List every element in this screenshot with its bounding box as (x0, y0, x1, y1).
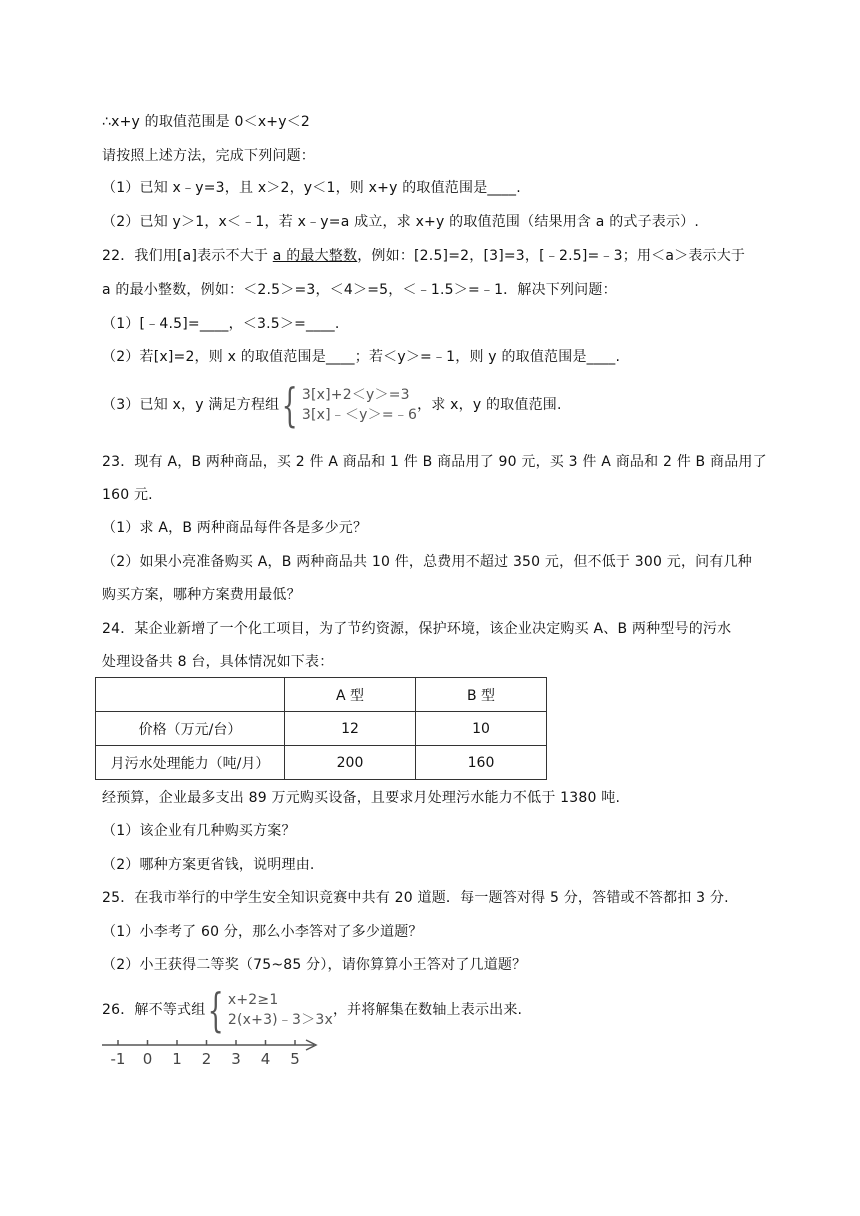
text-line: 处理设备共 8 台，具体情况如下表： (102, 654, 334, 670)
text-line: ∴x+y 的取值范围是 0＜x+y＜2 (102, 114, 311, 130)
text-span: 22．我们用[a]表示不大于 (102, 248, 273, 264)
text-span: ，求 x，y 的取值范围. (417, 397, 562, 413)
table-row (96, 678, 547, 712)
number-line-tick-label: 1 (172, 1050, 182, 1068)
text-span: ，例如：[2.5]=2，[3]=3，[﹣2.5]=﹣3；用＜a＞表示大于 (357, 248, 746, 264)
table-cell (96, 678, 285, 712)
text-line: 24．某企业新增了一个化工项目，为了节约资源，保护环境，该企业决定购买 A、B 两种型号的污水 (102, 621, 732, 637)
text-line: （2）若[x]=2，则 x 的取值范围是____；若＜y＞=﹣1，则 y 的取值范围是____. (102, 349, 621, 365)
table-cell: 200 (285, 746, 416, 780)
brace-glyph: { (282, 378, 299, 432)
inequality-system (205, 983, 333, 1037)
table-row (96, 712, 547, 746)
number-line-tick-label: 5 (290, 1050, 300, 1068)
text-line: （2）已知 y＞1，x＜﹣1，若 x﹣y=a 成立，求 x+y 的取值范围（结果用含 a 的式子表示）. (102, 214, 700, 230)
equation-system (279, 378, 418, 432)
text-span: （3）已知 x，y 满足方程组 (102, 397, 280, 413)
text-line: （1）小李考了 60 分，那么小李答对了多少道题？ (102, 924, 423, 940)
text-line: 购买方案，哪种方案费用最低？ (102, 587, 301, 603)
inequality-line: x+2≥1 (227, 992, 279, 1008)
text-line: （2）小王获得二等奖（75~85 分），请你算算小王答对了几道题？ (102, 957, 527, 973)
number-line-tick-label: -1 (110, 1050, 126, 1068)
text-line: 请按照上述方法，完成下列问题： (102, 148, 315, 164)
text-line: 160 元. (102, 487, 153, 503)
number-line-tick-label: 0 (142, 1050, 153, 1068)
text-line: 25．在我市举行的中学生安全知识竞赛中共有 20 道题．每一题答对得 5 分，答错或不答都扣 3 分. (102, 890, 729, 906)
equation-line: 3[x]﹣＜y＞=﹣6 (301, 407, 418, 423)
number-line (100, 1036, 330, 1072)
table-cell: 10 (416, 712, 547, 746)
underlined-text: a 的最大整数 (272, 248, 358, 264)
table-cell: 价格（万元/台） (96, 712, 285, 746)
table-row (96, 746, 547, 780)
table-header-cell: B 型 (416, 678, 547, 712)
text-line: 经预算，企业最多支出 89 万元购买设备，且要求月处理污水能力不低于 1380 吨. (102, 790, 621, 806)
number-line-tick-label: 3 (231, 1050, 241, 1068)
text-line: （1）[﹣4.5]=____，＜3.5＞=____. (102, 316, 340, 332)
number-line-tick-label: 4 (260, 1050, 271, 1068)
table-cell: 160 (416, 746, 547, 780)
text-line: （1）该企业有几种购买方案？ (102, 823, 296, 839)
equation-line: 3[x]+2＜y＞=3 (301, 387, 410, 403)
number-line-tick-label: 2 (201, 1050, 212, 1068)
table-cell: 12 (285, 712, 416, 746)
text-line: 23．现有 A，B 两种商品，买 2 件 A 商品和 1 件 B 商品用了 90 元，买 3 件 A 商品和 2 件 B 商品用了 (102, 454, 767, 470)
table-header-cell: A 型 (285, 678, 416, 712)
text-line: （1）求 A，B 两种商品每件各是多少元？ (102, 520, 368, 536)
text-line: （2）如果小亮准备购买 A，B 两种商品共 10 件，总费用不超过 350 元，但不低于 300 元，问有几种 (102, 554, 752, 570)
text-span: ，并将解集在数轴上表示出来. (332, 1002, 523, 1018)
text-line: （2）哪种方案更省钱，说明理由. (102, 857, 315, 873)
problem-26 (102, 985, 522, 1035)
text-line: （1）已知 x﹣y=3，且 x＞2，y＜1，则 x+y 的取值范围是____. (102, 180, 521, 196)
table-cell: 月污水处理能力（吨/月） (96, 746, 285, 780)
brace-glyph: { (208, 983, 225, 1037)
text-span: 26．解不等式组 (102, 1002, 206, 1018)
problem-22-q3 (102, 380, 562, 430)
number-line-ticks (111, 1040, 300, 1068)
text-line: a 的最小整数，例如：＜2.5＞=3，＜4＞=5，＜﹣1.5＞=﹣1．解决下列问题： (102, 282, 617, 298)
equipment-table (95, 677, 547, 780)
inequality-line: 2(x+3)﹣3＞3x (227, 1012, 333, 1028)
problem-22-line1 (102, 246, 745, 266)
